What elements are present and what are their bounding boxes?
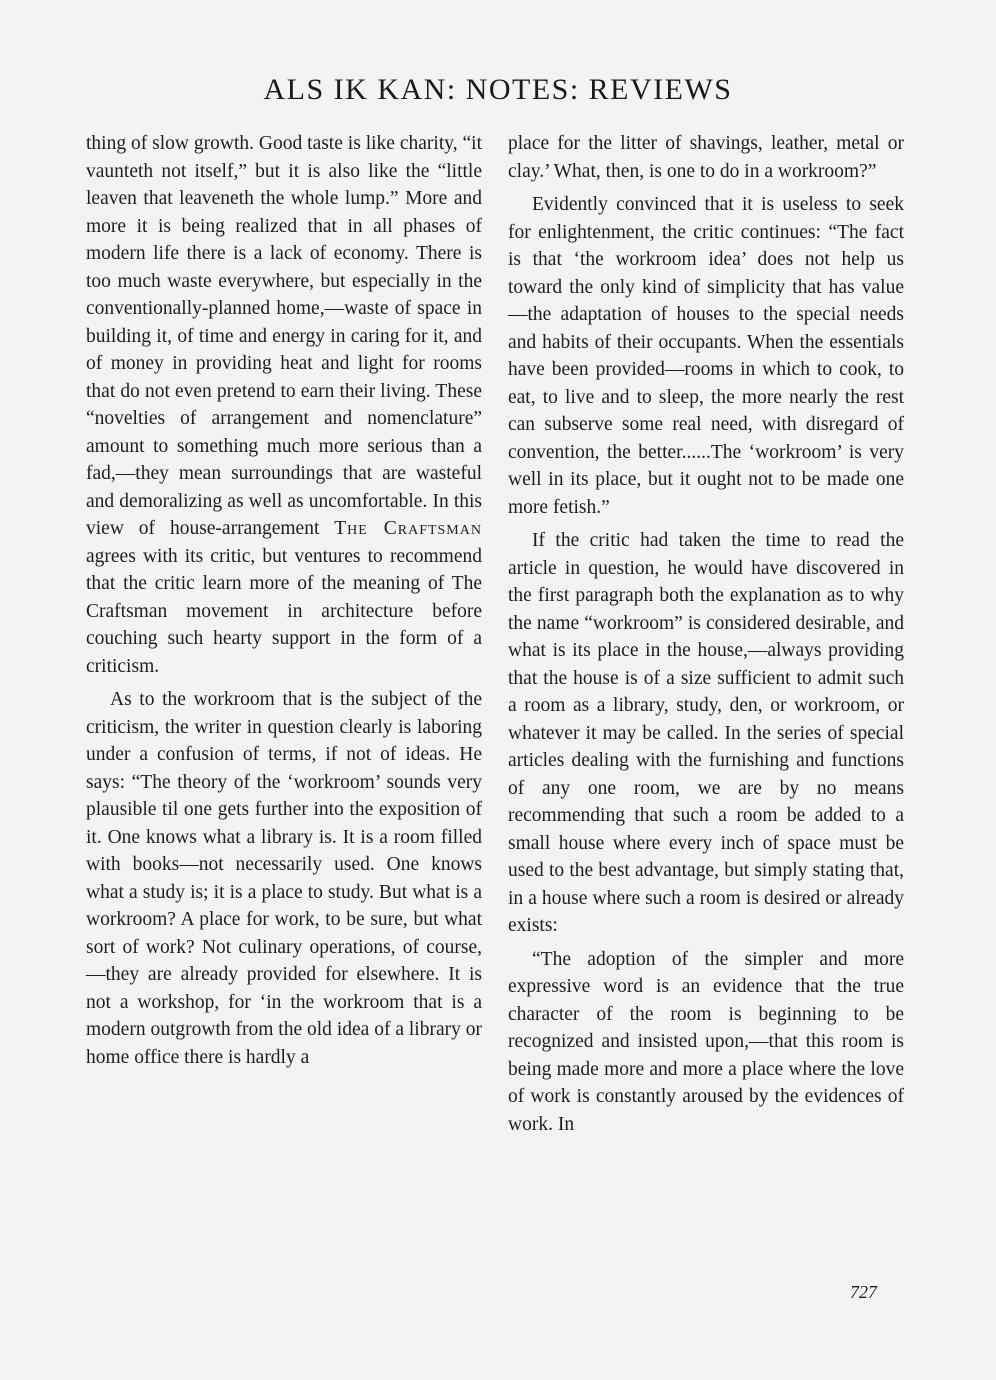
right-paragraph-4: “The adoption of the simpler and more expressive word is an evidence that the true character of the room is beginning to be recognized and insisted upon,—that this room is being made more and more a place where the love of work is constantly aroused by the evidences of work. In [508,948,904,1135]
right-column [508,130,904,1138]
left-paragraph-1 [86,130,482,680]
page-number: 727 [850,1282,877,1302]
running-header: ALS IK KAN: NOTES: REVIEWS [263,73,733,106]
magazine-name: The Craftsman [334,518,482,539]
right-paragraph-2: Evidently convinced that it is useless to seek for enlightenment, the critic continues: “The fact is that ‘the workroom idea’ does not help us toward the only kind of simplicity that has value—the adaptation of houses to the special needs and habits of their occupants. When the essentials have been provided—rooms in which to cook, to eat, to live and to sleep, the more nearly the rest can subserve some real need, with disregard of convention, the better......The ‘workroom’ is very well in its place, but it ought not to be made one more fetish.” [508,194,904,518]
left-paragraph-1-end: agrees with its critic, but ventures to recommend that the critic learn more of the meaning of The Craftsman movement in architecture before couching such hearty support in the form of a criticism. [86,545,482,677]
left-paragraph-1-start: thing of slow growth. Good taste is like charity, “it vaunteth not itself,” but it is also like the “little leaven that leaveneth the whole lump.” More and more it is being realized that in all phases of modern life there is a lack of economy. There is too much waste everywhere, but especially in the conventionally-planned home,—waste of space in building it, of time and energy in caring for it, and of money in providing heat and light for rooms that do not even pretend to earn their living. These “novelties of arrangement and nomenclature” amount to something much more serious than a fad,—they mean surroundings that are wasteful and demoralizing as well as uncomfortable. In this view of house-arrangement [86,133,482,539]
left-column [86,130,482,1071]
left-paragraph-2: As to the workroom that is the subject of the criticism, the writer in question clearly is laboring under a confusion of terms, if not of ideas. He says: “The theory of the ‘workroom’ sounds very plausible til one gets further into the exposition of it. One knows what a library is. It is a room filled with books—not necessarily used. One knows what a study is; it is a place to study. But what is a workroom? A place for work, to be sure, but what sort of work? Not culinary operations, of course,—they are already provided for elsewhere. It is not a workshop, for ‘in the workroom that is a modern outgrowth from the old idea of a library or home office there is hardly a [86,689,482,1068]
right-paragraph-1: place for the litter of shavings, leather, metal or clay.’ What, then, is one to do in a workroom?” [508,133,904,182]
right-paragraph-3: If the critic had taken the time to read the article in question, he would have discovered in the first paragraph both the explanation as to why the name “workroom” is considered desirable, and what is its place in the house,—always providing that the house is of a size sufficient to admit such a room as a library, study, den, or workroom, or whatever it may be called. In the series of special articles dealing with the furnishing and functions of any one room, we are by no means recommending that such a room be added to a small house where every inch of space must be used to the best advantage, but simply stating that, in a house where such a room is desired or already exists: [508,530,904,936]
